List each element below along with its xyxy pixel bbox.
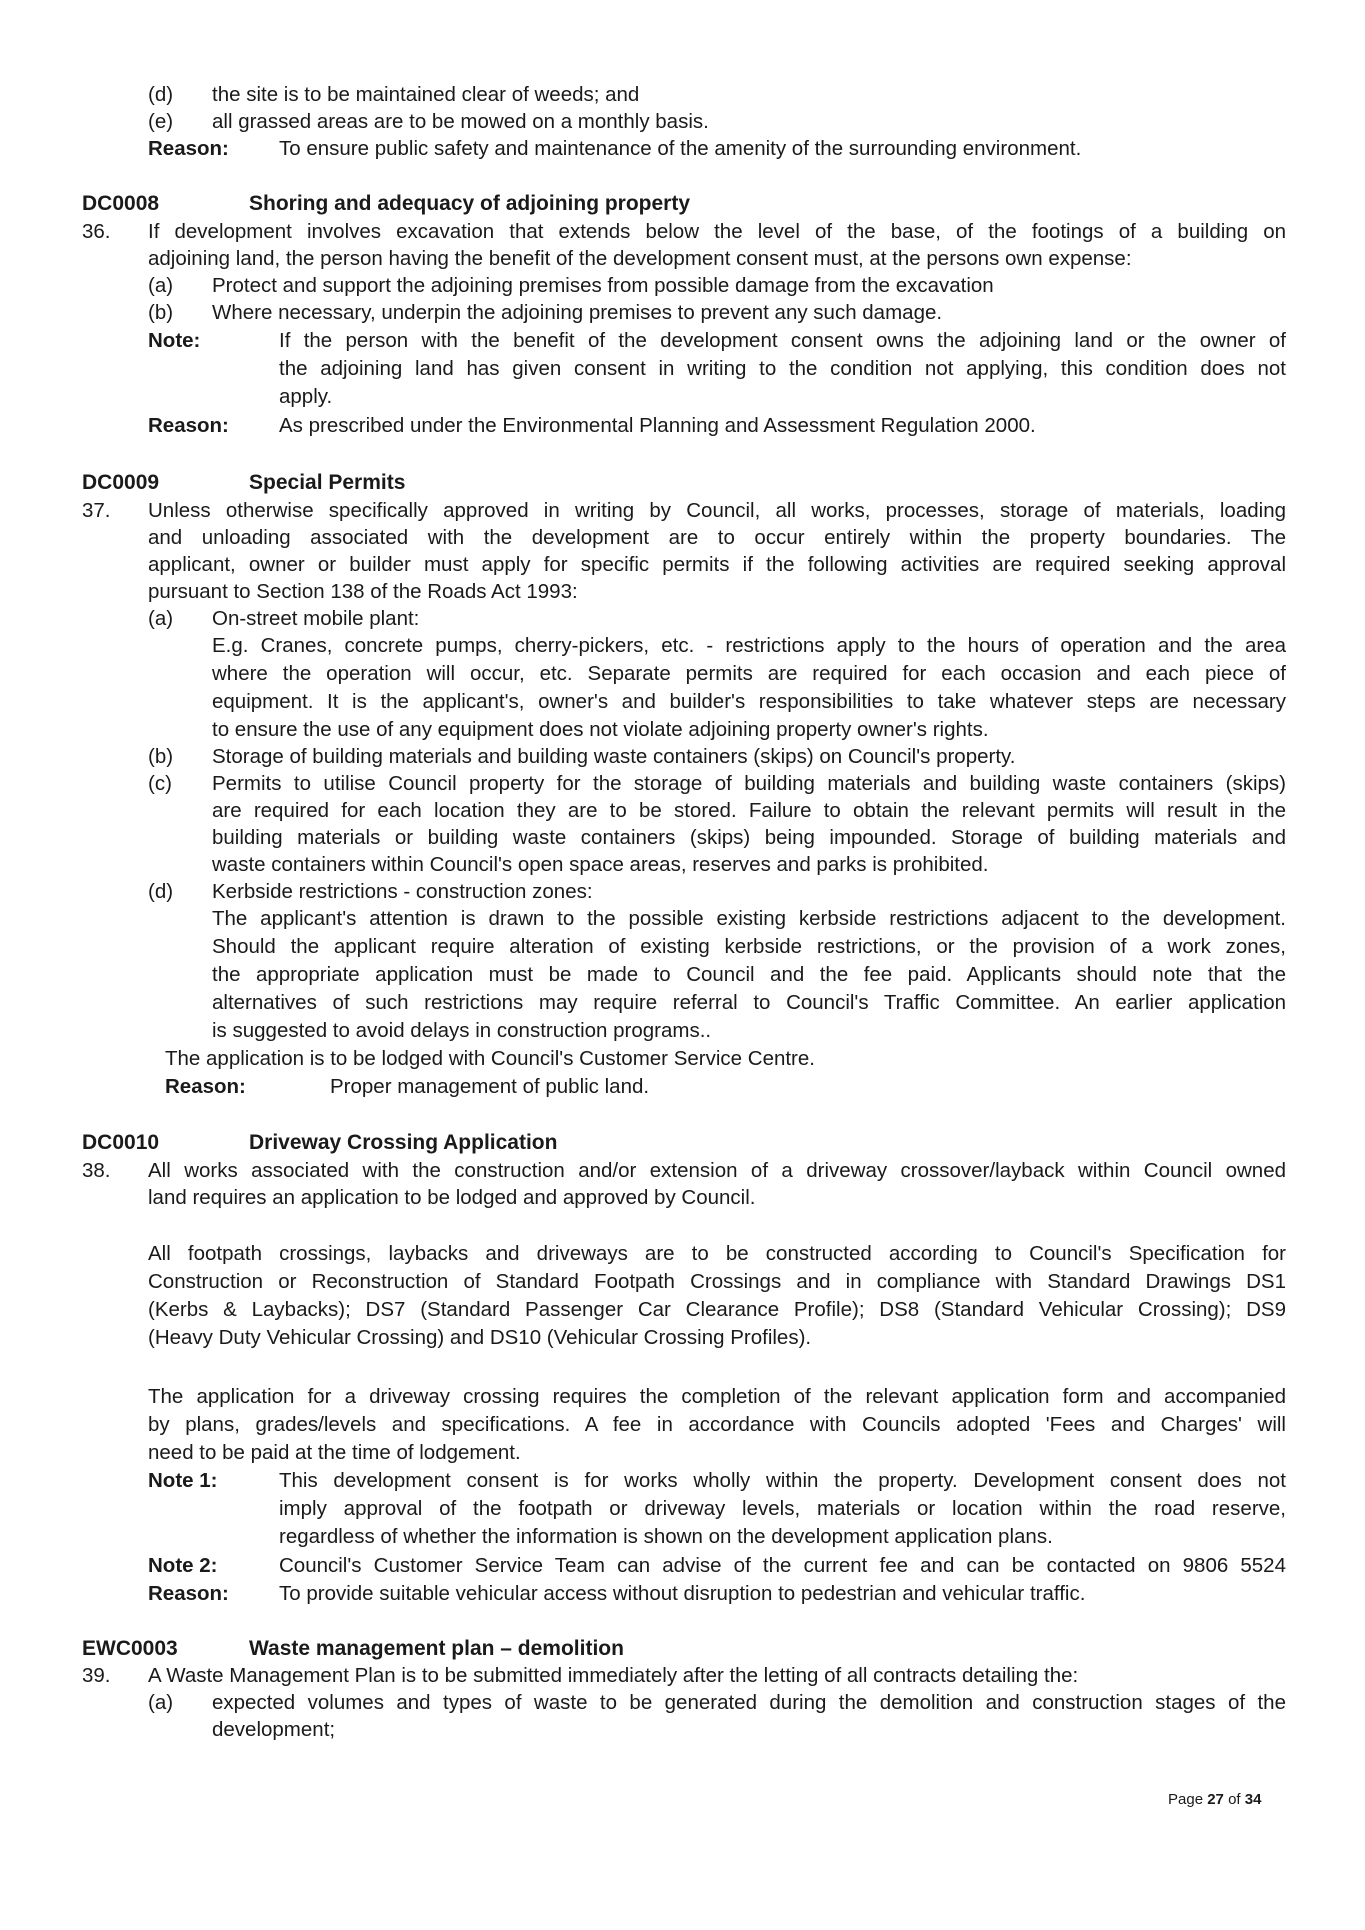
note-text: Council's Customer Service Team can advise of the current fee and can be contacted on 9806 5524 [279,1554,1286,1577]
item-marker: (d) [148,880,174,903]
item-marker: (b) [148,745,174,768]
reason-text: As prescribed under the Environmental Planning and Assessment Regulation 2000. [279,414,1036,437]
condition-title: Shoring and adequacy of adjoining property [249,192,691,215]
page-current: 27 [1207,1791,1224,1808]
reason-text: To provide suitable vehicular access without disruption to pedestrian and vehicular traffic. [279,1582,1086,1605]
paragraph-line: land requires an application to be lodged and approved by Council. [148,1186,756,1209]
condition-title: Driveway Crossing Application [249,1131,558,1154]
note-text: apply. [279,385,333,408]
condition-number: 36. [82,220,111,243]
item-text: the appropriate application must be made to Council and the fee paid. Applicants should note that the [212,963,1286,986]
paragraph-line: need to be paid at the time of lodgement. [148,1441,521,1464]
item-text: is suggested to avoid delays in construction programs.. [212,1019,712,1042]
item-text: to ensure the use of any equipment does not violate adjoining property owner's rights. [212,718,989,741]
note-text: imply approval of the footpath or driveway levels, materials or location within the road reserve, [279,1497,1286,1520]
item-marker: (a) [148,274,174,297]
reason-label: Reason: [148,414,229,437]
note-label: Note: [148,329,201,352]
paragraph-line: All footpath crossings, laybacks and driveways are to be constructed according to Council's Specification for [148,1242,1286,1265]
item-marker: (c) [148,772,172,795]
note-text: If the person with the benefit of the development consent owns the adjoining land or the owner of [279,329,1286,352]
reason-label: Reason: [148,1582,229,1605]
item-text: Storage of building materials and building waste containers (skips) on Council's property. [212,745,1016,768]
item-text: development; [212,1718,336,1741]
item-marker: (e) [148,110,174,133]
condition-number: 37. [82,499,111,522]
paragraph-line: (Heavy Duty Vehicular Crossing) and DS10 (Vehicular Crossing Profiles). [148,1326,812,1349]
page-total: 34 [1244,1791,1262,1808]
item-text: alternatives of such restrictions may require referral to Council's Traffic Committee. An earlier application [212,991,1286,1014]
item-text: Protect and support the adjoining premises from possible damage from the excavation [212,274,994,297]
page-number [1168,1786,1261,1813]
condition-title: Special Permits [249,471,406,494]
paragraph-line: and unloading associated with the development are to occur entirely within the property boundaries. The [148,526,1286,549]
item-text: E.g. Cranes, concrete pumps, cherry-pickers, etc. - restrictions apply to the hours of operation and the area [212,634,1286,657]
paragraph-line: (Kerbs & Laybacks); DS7 (Standard Passenger Car Clearance Profile); DS8 (Standard Vehicular Crossing); DS9 [148,1298,1286,1321]
condition-number: 38. [82,1159,111,1182]
item-marker: (b) [148,301,174,324]
paragraph-line: Unless otherwise specifically approved in writing by Council, all works, processes, storage of materials, loading [148,499,1286,522]
note-text: regardless of whether the information is shown on the development application plans. [279,1525,1053,1548]
condition-code: EWC0003 [82,1637,178,1660]
page-word: Page [1168,1791,1204,1808]
paragraph-line: If development involves excavation that extends below the level of the base, of the footings of a building on [148,220,1286,243]
paragraph-line: A Waste Management Plan is to be submitted immediately after the letting of all contracts detailing the: [148,1664,1079,1687]
item-text: Should the applicant require alteration of existing kerbside restrictions, or the provision of a work zones, [212,935,1286,958]
paragraph-line: The application for a driveway crossing requires the completion of the relevant application form and accompanied [148,1385,1286,1408]
item-text: where the operation will occur, etc. Separate permits are required for each occasion and each piece of [212,662,1286,685]
note-text: This development consent is for works wholly within the property. Development consent does not [279,1469,1286,1492]
reason-text: To ensure public safety and maintenance of the amenity of the surrounding environment. [279,137,1082,160]
item-text: are required for each location they are to be stored. Failure to obtain the relevant permits will result in the [212,799,1286,822]
item-marker: (a) [148,1691,174,1714]
item-text: expected volumes and types of waste to be generated during the demolition and construction stages of the [212,1691,1286,1714]
paragraph-line: adjoining land, the person having the benefit of the development consent must, at the persons own expense: [148,247,1132,270]
item-marker: (d) [148,83,174,106]
of-word: of [1228,1791,1241,1808]
item-text: On-street mobile plant: [212,607,420,630]
item-text: all grassed areas are to be mowed on a monthly basis. [212,110,709,133]
item-text: Kerbside restrictions - construction zones: [212,880,593,903]
paragraph-line: All works associated with the construction and/or extension of a driveway crossover/layback within Council owned [148,1159,1286,1182]
note-text: the adjoining land has given consent in writing to the condition not applying, this condition does not [279,357,1286,380]
item-text: The applicant's attention is drawn to the possible existing kerbside restrictions adjacent to the development. [212,907,1286,930]
note-label: Note 1: [148,1469,218,1492]
item-text: Where necessary, underpin the adjoining premises to prevent any such damage. [212,301,943,324]
note-label: Note 2: [148,1554,218,1577]
reason-label: Reason: [165,1075,246,1098]
condition-code: DC0009 [82,471,160,494]
paragraph-line: by plans, grades/levels and specifications. A fee in accordance with Councils adopted 'Fees and Charges' will [148,1413,1286,1436]
paragraph-line: pursuant to Section 138 of the Roads Act 1993: [148,580,578,603]
condition-code: DC0008 [82,192,160,215]
reason-label: Reason: [148,137,229,160]
condition-code: DC0010 [82,1131,160,1154]
paragraph-line: Construction or Reconstruction of Standard Footpath Crossings and in compliance with Standard Drawings DS1 [148,1270,1286,1293]
item-text: building materials or building waste containers (skips) being impounded. Storage of building materials and [212,826,1286,849]
condition-number: 39. [82,1664,111,1687]
item-text: the site is to be maintained clear of weeds; and [212,83,640,106]
item-text: waste containers within Council's open space areas, reserves and parks is prohibited. [212,853,989,876]
reason-text: Proper management of public land. [330,1075,650,1098]
item-text: Permits to utilise Council property for the storage of building materials and building waste containers (skips) [212,772,1286,795]
paragraph-line: The application is to be lodged with Council's Customer Service Centre. [165,1047,815,1070]
paragraph-line: applicant, owner or builder must apply for specific permits if the following activities are required seeking approval [148,553,1286,576]
item-text: equipment. It is the applicant's, owner's and builder's responsibilities to take whatever steps are necessary [212,690,1286,713]
condition-title: Waste management plan – demolition [249,1637,624,1660]
item-marker: (a) [148,607,174,630]
